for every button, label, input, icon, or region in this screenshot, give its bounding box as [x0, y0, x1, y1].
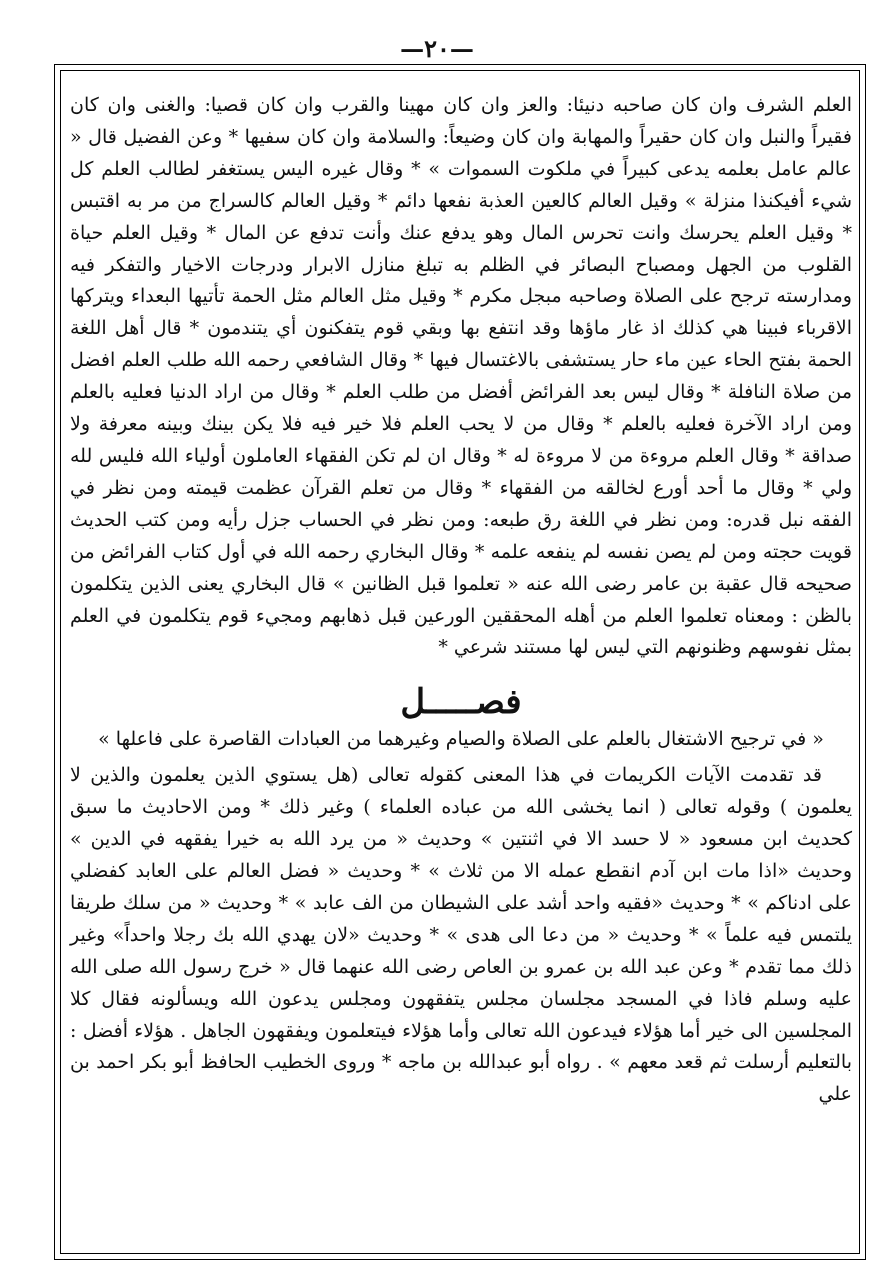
section-subheading: « في ترجيح الاشتغال بالعلم على الصلاة والصيام وغيرهما من العبادات القاصرة على فاعلها »	[98, 728, 824, 751]
page-body	[70, 90, 852, 1111]
body-paragraph-2: قد تقدمت الآيات الكريمات في هذا المعنى كقوله تعالى (هل يستوي الذين يعلمون والذين لا يعلمون ) وقوله تعالى ( انما يخشى الله من عباده العلماء ) وغير ذلك * ومن الاحاديث ما سبق كحديث ابن مسعود « لا حسد الا في اثنتين » وحديث « من يرد الله به خيرا يفقهه في الدين » وحديث «اذا مات ابن آدم انقطع عمله الا من ثلاث » * وحديث « فضل العالم على العابد كفضلي على ادناكم » * وحديث «فقيه واحد أشد على الشيطان من الف عابد » * وحديث « من سلك طريقا يلتمس فيه علماً » * وحديث « من دعا الى هدى » * وحديث «لان يهدي الله بك رجلا واحداً» وغير ذلك مما تقدم * وعن عبد الله بن عمرو بن العاص رضى الله عنهما قال « خرج رسول الله صلى الله عليه وسلم فاذا في المسجد مجلسان مجلس يتفقهون ومجلس يدعون الله ويسألونه فقال كلا المجلسين الى خير أما هؤلاء فيدعون الله تعالى وأما هؤلاء فيتعلمون ويفقهون الجاهل . هؤلاء أفضل : بالتعليم أرسلت ثم قعد معهم » . رواه أبو عبدالله بن ماجه * وروى الخطيب الحافظ أبو بكر احمد بن علي	[70, 764, 852, 1106]
section-heading: فصـــــل	[400, 682, 522, 723]
body-paragraph-1: العلم الشرف وان كان صاحبه دنيئا: والعز وان كان مهينا والقرب وان كان قصيا: والغنى وان كان فقيراً والنبل وان كان حقيراً والمهابة وان كان وضيعاً: والسلامة وان كان سفيها * وعن الفضيل قال « عالم عامل بعلمه يدعى كبيراً في ملكوت السموات » * وقال غيره اليس يستغفر لطالب العلم كل شيء أفيكنذا منزلة » وقيل العالم كالعين العذبة نفعها دائم * وقيل العالم كالسراج من مر به اقتبس * وقيل العلم يحرسك وانت تحرس المال وهو يدفع عنك وأنت تدفع عن المال * وقيل العلم حياة القلوب من الجهل ومصباح البصائر في الظلم به تبلغ منازل الابرار ودرجات الاخيار والتفكر فيه ومدارسته ترجح على الصلاة وصاحبه مبجل مكرم * وقيل مثل العالم مثل الحمة تأتيها البعداء ويتركها الاقرباء فبينا هي كذلك اذ غار ماؤها وقد انتفع بها وبقي قوم يتفكنون أي يتندمون * قال أهل اللغة الحمة بفتح الحاء عين ماء حار يستشفى بالاغتسال فيها * وقال الشافعي رحمه الله طلب العلم افضل من صلاة النافلة * وقال ليس بعد الفرائض أفضل من طلب العلم * وقال من اراد الدنيا فعليه بالعلم ومن اراد الآخرة فعليه بالعلم * وقال من لا يحب العلم فلا خير فيه فلا يكن بينك وبينه معرفة ولا صداقة * وقال العلم مروءة من لا مروءة له * وقال ان لم تكن الفقهاء العاملون أولياء الله فليس لله ولي * وقال ما أحد أورع لخالقه من الفقهاء * وقال من تعلم القرآن عظمت قيمته ومن نظر في الفقه نبل قدره: ومن نظر في اللغة رق طبعه: ومن نظر في الحساب جزل رأيه ومن كتب الحديث قويت حجته ومن لم يصن نفسه لم ينفعه علمه * وقال البخاري رحمه الله في أول كتاب الفرائض من صحيحه قال عقبة بن عامر رضى الله عنه « تعلموا قبل الظانين » قال البخاري يعنى الذين يتكلمون بالظن : ومعناه تعلموا العلم من أهله المحققين الورعين قبل ذهابهم ومجيء قوم يتكلمون في العلم بمثل نفوسهم وظنونهم التي ليس لها مستند شرعي *	[70, 94, 852, 659]
page-number: —٢٠—	[400, 34, 474, 63]
